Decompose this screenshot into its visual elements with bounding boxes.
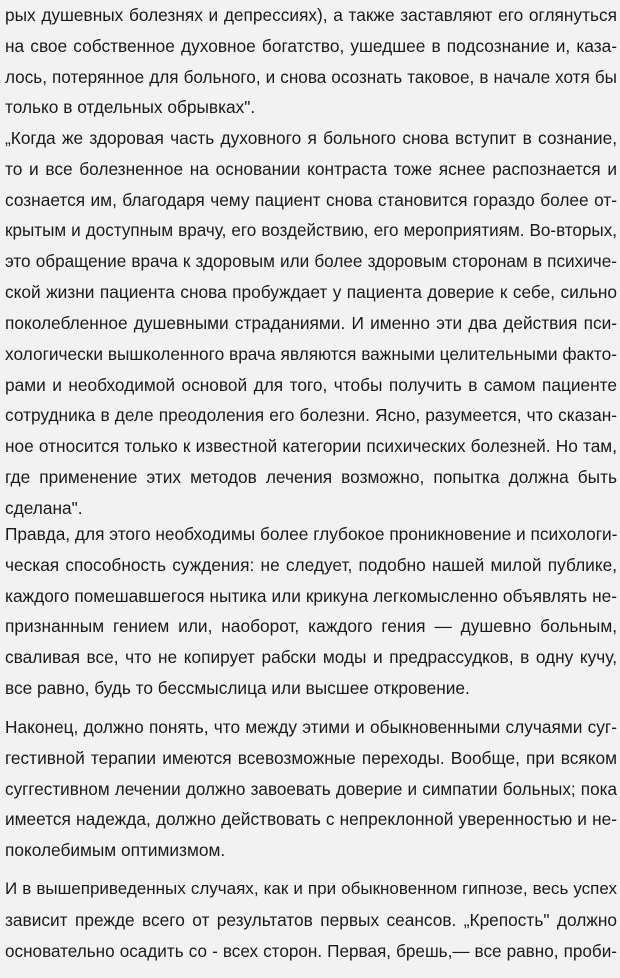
text-line: ное относится только к известной категории психических болезней. Но там,	[5, 436, 617, 457]
paragraph-3	[5, 712, 617, 866]
text-line: ческая способность суждения: не следует, подобно нашей милой публике,	[5, 554, 617, 575]
text-line: только в отдельных обрывках".	[5, 97, 256, 118]
text-line: каждого помешавшегося нытика или крикуна легкомысленно объявлять не-	[5, 585, 617, 606]
text-line: это обращение врача к здоровым или более здоровым сторонам в психиче-	[5, 251, 617, 272]
text-line: крытым и доступным врачу, его воздействию, его мероприятиям. Во-вторых,	[5, 220, 617, 240]
text-line: рых душевных болезнях и депрессиях), а также заставляют его оглянуться	[5, 5, 617, 25]
text-line: И в вышеприведенных случаях, как и при обыкновенном гипнозе, весь успех	[5, 879, 617, 898]
paragraph-1	[5, 0, 617, 524]
text-line: то и все болезненное на основании контраста тоже яснее распознается и	[5, 158, 617, 179]
text-line: признанным гением или, наоборот, каждого гения — душевно больным,	[5, 616, 617, 637]
text-line: Правда, для этого необходимы более глубокое проникновение и психологи-	[5, 524, 618, 544]
text-line: основательно осадить со - всех сторон. Первая, брешь,— все равно, проби-	[5, 940, 617, 961]
text-line: сотрудника в деле преодоления его болезни. Ясно, разумеется, что сказан-	[5, 405, 617, 426]
text-line: сделана".	[5, 497, 83, 518]
text-line: хологически вышколенного врача являются важными целительными факто-	[5, 343, 617, 364]
text-line: сознается им, благодаря чему пациент снова становится гораздо более от-	[5, 189, 617, 210]
paragraph-2	[5, 519, 617, 704]
text-line: „Когда же здоровая часть духовного я больного снова вступит в сознание,	[5, 128, 617, 149]
text-line: поколебленное душевными страданиями. И именно эти два действия пси-	[5, 312, 617, 333]
text-line: на свое собственное духовное богатство, ушедшее в подсознание и, каза-	[5, 35, 617, 56]
text-line: гестивной терапии имеются всевозможные переходы. Вообще, при всяком	[5, 747, 617, 768]
text-line: лось, потерянное для больного, и снова осознать таковое, в начале хотя бы	[5, 66, 617, 87]
text-line: зависит прежде всего от результатов первых сеансов. „Крепость" должно	[5, 909, 617, 930]
text-line: суггестивном лечении должно завоевать доверие и симпатии больных; пока	[5, 778, 617, 799]
text-line: Наконец, должно понять, что между этими и обыкновенными случаями суг-	[5, 717, 617, 737]
text-line: где применение этих методов лечения возможно, попытка должна быть	[5, 466, 617, 487]
text-line: рами и необходимой основой для того, чтобы получить в самом пациенте	[5, 374, 617, 395]
text-line: ской жизни пациента снова пробуждает у пациента доверие к себе, сильно	[5, 282, 617, 303]
text-line: все равно, будь то бессмыслица или высшее откровение.	[5, 677, 470, 698]
text-line: сваливая все, что не копирует рабски моды и предрассудков, в одну кучу,	[5, 647, 617, 668]
text-line: поколебимым оптимизмом.	[5, 840, 226, 861]
paragraph-4	[5, 874, 617, 966]
text-line: имеется надежда, должно действовать с непреклонной уверенностью и не-	[5, 809, 617, 830]
